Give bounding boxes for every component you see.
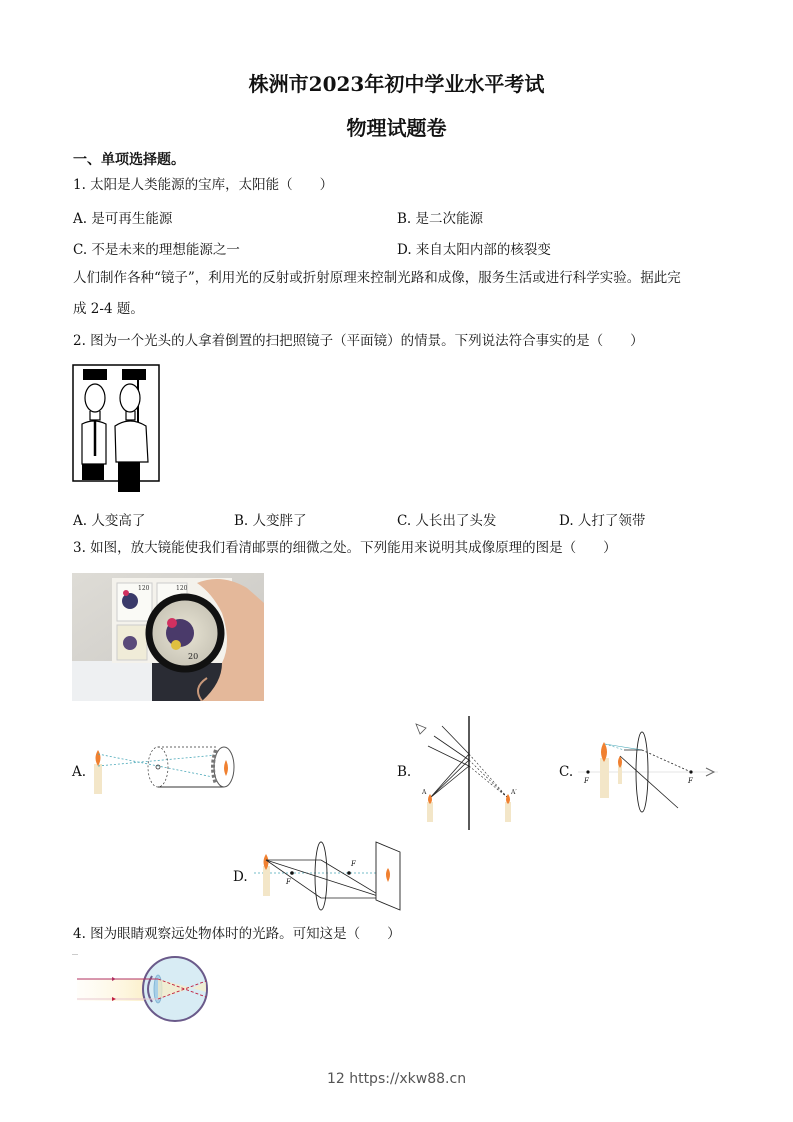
exam-title: 株洲市2023年初中学业水平考试 bbox=[248, 72, 545, 96]
focus-label-right: F bbox=[351, 860, 356, 868]
diagram-a-label: A. bbox=[72, 764, 87, 780]
stamp-value: 20 bbox=[188, 652, 199, 661]
magnifier-stamp-photo bbox=[72, 573, 264, 701]
stamp-value: 120 bbox=[138, 585, 150, 592]
question-2-stem: 2. 图为一个光头的人拿着倒置的扫把照镜子（平面镜）的情景。下列说法符合事实的是（ ） bbox=[73, 333, 644, 349]
passage-line-2: 成 2-4 题。 bbox=[73, 301, 144, 317]
question-2-option-b: B. 人变胖了 bbox=[234, 513, 307, 529]
question-1-stem: 1. 太阳是人类能源的宝库，太阳能（ ） bbox=[73, 177, 334, 193]
question-1-option-c: C. 不是未来的理想能源之一 bbox=[73, 242, 240, 258]
exam-subtitle: 物理试题卷 bbox=[346, 116, 447, 140]
image-label: A′ bbox=[511, 789, 517, 796]
diagram-b-plane-mirror[interactable] bbox=[412, 714, 522, 832]
question-2-option-a: A. 人变高了 bbox=[73, 513, 146, 529]
question-2-option-d: D. 人打了领带 bbox=[559, 513, 646, 529]
question-3-stem: 3. 如图，放大镜能使我们看清邮票的细微之处。下列能用来说明其成像原理的图是（ ） bbox=[73, 540, 617, 556]
diagram-b-label: B. bbox=[397, 764, 412, 780]
question-1-option-d: D. 来自太阳内部的核裂变 bbox=[397, 242, 551, 258]
stamp-value: 120 bbox=[176, 585, 188, 592]
question-1-option-b: B. 是二次能源 bbox=[397, 211, 484, 227]
page-footer: 12 https://xkw88.cn bbox=[326, 1071, 467, 1087]
question-4-stem: 4. 图为眼睛观察远处物体时的光路。可知这是（ ） bbox=[73, 926, 401, 942]
mirror-person-broom-figure bbox=[72, 364, 162, 494]
question-1-option-a: A. 是可再生能源 bbox=[73, 211, 173, 227]
diagram-d-projector[interactable] bbox=[254, 838, 409, 913]
passage-line-1: 人们制作各种“镜子”，利用光的反射或折射原理来控制光路和成像，服务生活或进行科学实验。据此完 bbox=[73, 270, 681, 286]
diagram-d-label: D. bbox=[233, 869, 248, 885]
diagram-c-label: C. bbox=[559, 764, 574, 780]
section-heading: 一、单项选择题。 bbox=[73, 152, 185, 168]
diagram-a-camera[interactable] bbox=[88, 740, 240, 802]
focus-label-left: F bbox=[286, 878, 291, 886]
object-label: A bbox=[422, 789, 427, 796]
eye-light-path-figure bbox=[72, 952, 212, 1024]
diagram-c-magnifier[interactable] bbox=[578, 730, 723, 820]
focus-label-right: F bbox=[688, 777, 693, 785]
question-2-option-c: C. 人长出了头发 bbox=[397, 513, 497, 529]
focus-label-left: F bbox=[584, 777, 589, 785]
